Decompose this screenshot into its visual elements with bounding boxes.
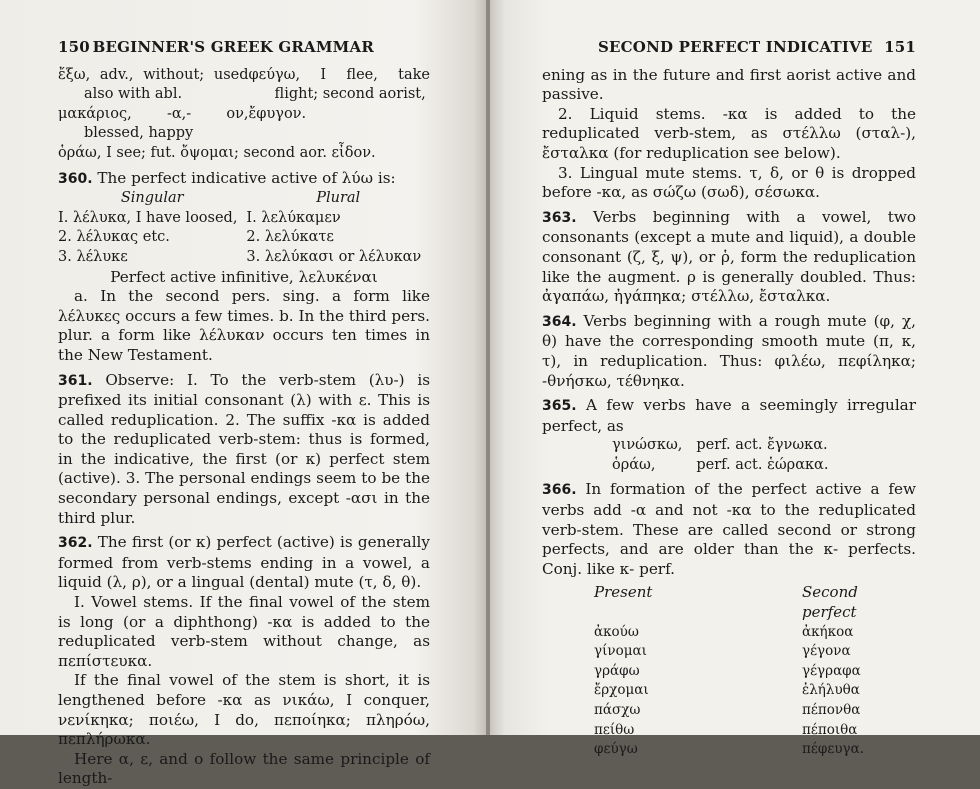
paragraph: 2. Liquid stems. -κα is added to the reduplicated verb-stem, as στέλλω (σταλ-), ἔσταλκα (for reduplication see below).: [542, 104, 916, 162]
irregular-perfect-examples: [612, 436, 828, 475]
present-form: φεύγω: [594, 741, 638, 758]
example-perfect: perf. act. ἔγνωκα.: [696, 437, 828, 454]
section-number: 366.: [542, 482, 577, 499]
second-perfect-form: γέγραφα: [802, 662, 861, 679]
paragraph: ening as in the future and first aorist active and passive.: [542, 65, 916, 104]
table-row: [542, 701, 916, 721]
right-running-header: [542, 38, 916, 58]
table-row: [542, 662, 916, 682]
table-row: [612, 436, 828, 456]
table-row: [542, 740, 916, 760]
paradigm-cell: 2. λέλυκας etc.: [58, 229, 170, 246]
infinitive-line: Perfect active infinitive, λελυκέναι: [110, 267, 378, 286]
paradigm-cell: I. λελύκαμεν: [246, 209, 341, 226]
second-perfect-form: πέποιθα: [802, 721, 858, 738]
vocab-entry: ἔξω, adv., without; used also with abl.: [58, 66, 249, 103]
paradigm-cell: I. λέλυκα, I have loosed,: [58, 209, 238, 226]
second-perfect-table: [542, 583, 916, 759]
section-text: Verbs beginning with a vowel, two consonants (except a mute and liquid), a double consonant (ζ, ξ, ψ), or ῥ, form the reduplication like the augment. ρ is generally doubled. Thus: ἀγαπάω, ἠγάπηκα; στέλλω, ἔσταλκα.: [542, 207, 916, 306]
section-360: [58, 169, 430, 190]
section-366: [542, 480, 916, 579]
paragraph: 3. Lingual mute stems. τ, δ, or θ is dropped before -κα, as σώζω (σωδ), σέσωκα.: [542, 163, 916, 202]
example-verb: ὁράω,: [612, 456, 656, 473]
section-number: 363.: [542, 209, 577, 226]
section-number: 364.: [542, 313, 577, 330]
left-page-number: 150: [58, 38, 90, 56]
second-perfect-form: πέφευγα.: [802, 741, 864, 758]
second-perfect-form: πέπονθα: [802, 702, 861, 718]
present-form: ἔρχομαι: [594, 682, 649, 699]
column-head-plural: Plural: [316, 190, 361, 207]
paradigm-cell: 2. λελύκατε: [246, 229, 334, 246]
right-running-head: SECOND PERFECT INDICATIVE: [598, 38, 873, 56]
section-text: The first (or κ) perfect (active) is generally formed from verb-stems ending in a vowel, a liquid (λ, ρ), or a lingual (dental) mute (τ, δ, θ).: [58, 533, 430, 592]
section-text: A few verbs have a seemingly irregular perfect, as: [542, 396, 916, 435]
left-page: [0, 0, 488, 788]
second-perfect-form: ἀκήκοα: [802, 623, 854, 640]
present-form: γράφω: [594, 662, 640, 679]
paragraph: I. Vowel stems. If the final vowel of the stem is long (or a diphthong) -κα is added to the reduplicated verb-stem without change, as πεπίστευκα.: [58, 593, 430, 670]
present-form: πείθω: [594, 721, 635, 738]
section-text: The perfect indicative active of λύω is:: [97, 168, 396, 187]
example-verb: γινώσκω,: [612, 437, 683, 454]
table-row: [542, 642, 916, 662]
column-head-second-perfect: Second perfect: [802, 583, 858, 622]
section-360-note: a. In the second pers. sing. a form like λέλυκες occurs a few times. b. In the third pers. plur. a form like λέλυκαν occurs ten times in the New Testament.: [58, 287, 430, 364]
present-form: ἀκούω: [594, 623, 639, 640]
section-number: 365.: [542, 398, 577, 415]
second-perfect-form: γέγονα: [802, 643, 851, 660]
section-text: Verbs beginning with a rough mute (φ, χ, θ) have the corresponding smooth mute (π, κ, τ), in reduplication. Thus: φιλέω, πεφίληκα; -θνήσκω, τέθνηκα.: [542, 311, 916, 390]
vocab-entry: μακάριος, -α,- ον, blessed, happy: [58, 105, 249, 142]
vocab-entry: φεύγω, I flee, take flight; second aorist,: [248, 66, 430, 103]
left-page-body: [58, 38, 430, 789]
section-text: Observe: I. To the verb-stem (λυ-) is prefixed its initial consonant (λ) with ε. This is called reduplication. 2. The suffix -κα is added to the reduplicated verb-stem: thus is formed, in the indicative, the first (or κ) perfect stem (active). 3. The personal endings seem to be the secondary personal endings, except -ασι in the third plur.: [58, 370, 431, 527]
paradigm-cell: 3. λελύκασι or λέλυκαν: [246, 248, 422, 265]
vocabulary-block: [58, 66, 430, 144]
section-363: [542, 208, 916, 307]
section-number: 360.: [58, 170, 93, 187]
section-number: 362.: [58, 535, 93, 552]
present-form: γίνομαι: [594, 643, 647, 660]
left-running-head: BEGINNER'S GREEK GRAMMAR: [92, 38, 374, 56]
table-row: [542, 721, 916, 741]
paradigm-cell: 3. λέλυκε: [58, 248, 128, 265]
section-365: [542, 396, 916, 436]
section-number: 361.: [58, 372, 93, 389]
section-361: [58, 371, 430, 529]
table-row: [58, 248, 430, 268]
column-head-present: Present: [594, 583, 653, 602]
vocab-entry: ἔφυγον.: [248, 105, 307, 122]
paragraph: If the final vowel of the stem is short, it is lengthened before -κα as νικάω, I conquer, νενίκηκα; ποιέω, I do, πεποίηκα; πληρόω, πεπλήρωκα.: [58, 671, 430, 749]
column-head-singular: Singular: [120, 190, 184, 207]
paragraph: Here α, ε, and ο follow the same principle of length-: [58, 749, 430, 788]
vocab-entry: ὁράω, I see; fut. ὄψομαι; second aor. εἶδον.: [58, 144, 376, 161]
section-362: [58, 533, 430, 593]
perfect-paradigm-table: [58, 189, 430, 267]
right-page: [490, 0, 980, 758]
second-perfect-form: ἐλήλυθα: [802, 682, 860, 699]
table-row: [542, 623, 916, 643]
table-row: [58, 228, 430, 248]
table-row: [612, 456, 828, 476]
table-row: [542, 681, 916, 701]
table-row: [58, 209, 430, 229]
present-form: πάσχω: [594, 702, 641, 718]
section-364: [542, 312, 916, 391]
left-running-header: [58, 38, 430, 58]
example-perfect: perf. act. ἑώρακα.: [696, 456, 829, 473]
section-text: In formation of the perfect active a few verbs add -α and not -κα to the reduplicated verb-stem. These are called second or strong perfects, and are older than the κ- perfects. Conj. like κ- perf.: [542, 480, 916, 578]
right-page-number: 151: [884, 38, 916, 56]
right-page-body: [542, 38, 916, 760]
